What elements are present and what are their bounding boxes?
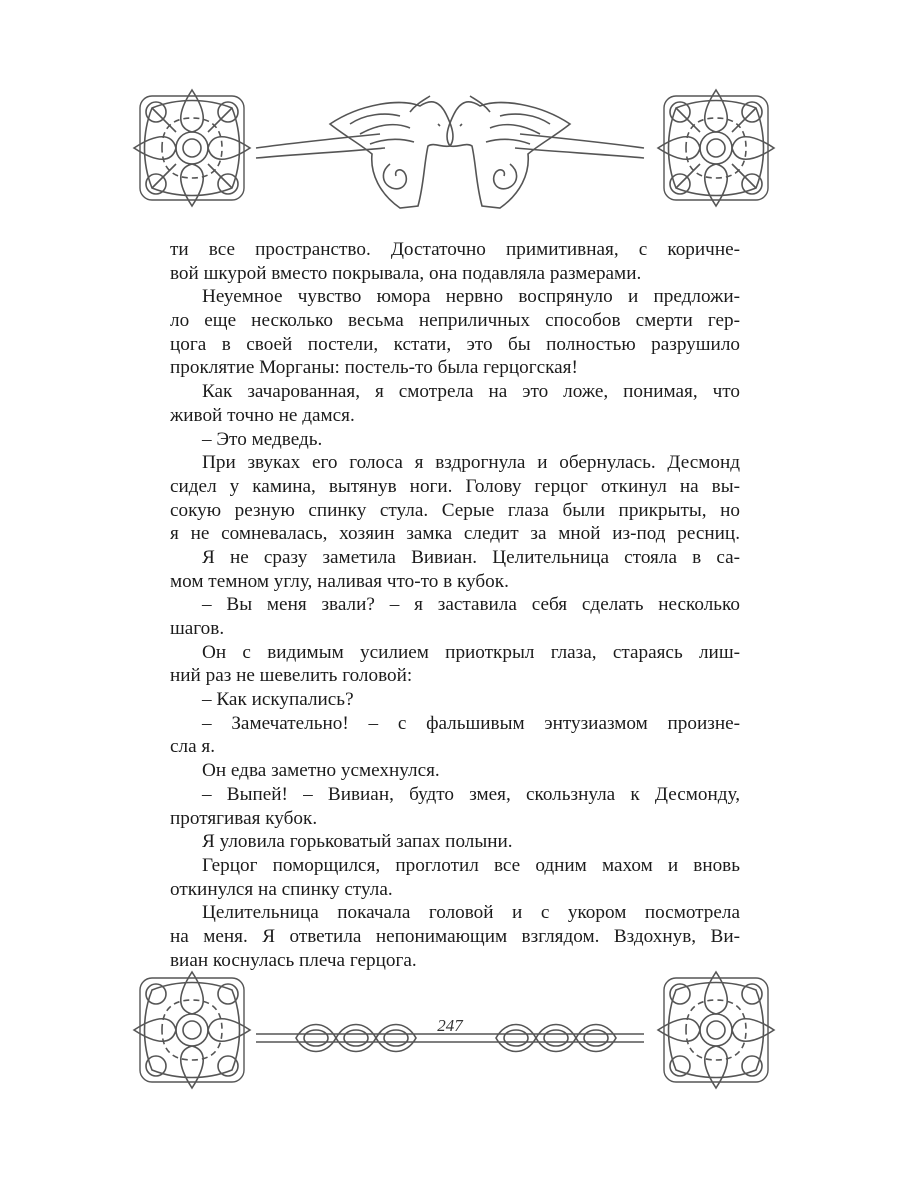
text-line: я не сомневалась, хозяин замка следит за мной из-под ресниц. <box>170 523 740 545</box>
celtic-knot-left-icon <box>134 972 250 1088</box>
text-line: При звуках его голоса я вздрогнула и обернулась. Десмонд <box>202 452 740 474</box>
text-line: шагов. <box>170 618 225 639</box>
text-line: мом темном углу, наливая что-то в кубок. <box>170 570 509 592</box>
celtic-knot-left-icon <box>134 90 250 206</box>
horse-head-left-icon <box>330 96 453 208</box>
text-line: Целительница покачала головой и с укором посмотрела <box>202 902 740 924</box>
text-line: сла я. <box>170 736 216 758</box>
text-line: вой шкурой вместо покрывала, она подавляла размерами. <box>170 262 642 284</box>
text-line: сидел у камина, вытянув ноги. Голову герцог откинул на вы- <box>170 475 740 497</box>
text-line: Он с видимым усилием приоткрыл глаза, стараясь лиш- <box>202 641 740 663</box>
horse-head-right-icon <box>447 96 570 208</box>
text-line: проклятие Морганы: постель-то была герцогская! <box>170 357 578 379</box>
text-line: ти все пространство. Достаточно примитивная, с коричне- <box>170 239 740 260</box>
text-line: цога в своей постели, кстати, это бы полностью разрушило <box>170 333 740 355</box>
text-line: откинулся на спинку стула. <box>170 878 393 900</box>
text-line: виан коснулась плеча герцога. <box>170 949 417 971</box>
text-line: Я не сразу заметила Вивиан. Целительница стояла в са- <box>202 546 740 568</box>
text-line: – Выпей! – Вивиан, будто змея, скользнула к Десмонду, <box>202 783 740 805</box>
text-line: сокую резную спинку стула. Серые глаза были прикрыты, но <box>170 499 740 521</box>
text-line: протягивая кубок. <box>170 807 318 829</box>
celtic-knot-right-icon <box>658 90 774 206</box>
text-line: живой точно не дамся. <box>170 404 355 426</box>
text-line: – Это медведь. <box>202 428 323 450</box>
text-line: Он едва заметно усмехнулся. <box>202 760 440 782</box>
text-line: ний раз не шевелить головой: <box>170 665 413 687</box>
text-line: Герцог поморщился, проглотил все одним махом и вновь <box>202 854 740 876</box>
header-ornament <box>0 84 900 234</box>
text-line: – Вы меня звали? – я заставила себя сделать несколько <box>202 594 740 616</box>
text-line: – Замечательно! – с фальшивым энтузиазмом произне- <box>202 712 740 734</box>
text-line: Я уловила горьковатый запах полыни. <box>202 831 513 853</box>
text-line: Как зачарованная, я смотрела на это ложе, понимая, что <box>202 381 740 403</box>
text-line: – Как искупались? <box>202 689 354 711</box>
knot-band-right-icon <box>496 1025 616 1052</box>
knot-band-left-icon <box>296 1025 416 1052</box>
page-number: 247 <box>437 1016 463 1035</box>
text-line: Неуемное чувство юмора нервно воспрянуло и предложи- <box>202 286 740 308</box>
celtic-knot-right-icon <box>658 972 774 1088</box>
text-line: на меня. Я ответила непонимающим взглядом. Вздохнув, Ви- <box>170 925 740 947</box>
text-line: ло еще несколько весьма неприличных способов смерти гер- <box>170 310 740 332</box>
body-text <box>170 238 740 972</box>
